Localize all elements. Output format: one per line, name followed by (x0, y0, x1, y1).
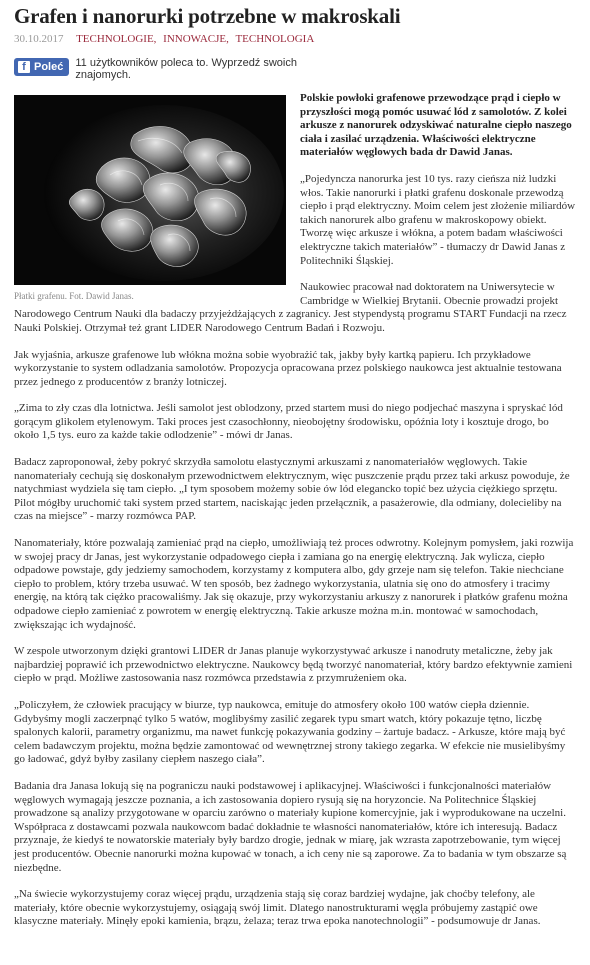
facebook-icon: f (18, 61, 30, 73)
article-lead: Polskie powłoki grafenowe przewodzące prąd i ciepło w przyszłości mogą pomóc usuwać lód z samolotów. Z kolei arkusze z nanorurek odzyskiwać naturalne ciepło naszego ciała i zasilać urządzenia. Właściwości elektryczne materiałów węglowych bada dr Dawid Janas. (300, 92, 572, 159)
tag-link-technologia[interactable]: TECHNOLOGIA (235, 33, 315, 45)
paragraph: W zespole utworzonym dzięki grantowi LIDER dr Janas planuje wykorzystywać arkusze i nanodruty metaliczne, żeby jak najbardziej poprawić ich przewodnictwo elektryczne. Naukowcy będą tworzyć nanomateriał, który bardzo efektywnie zamieni ciepło w prąd. Możliwe zastosowania nasz rozmówca przedstawia z przymrużeniem oka. (14, 645, 573, 685)
facebook-recommend-button[interactable] (14, 58, 69, 76)
page-title: Grafen i nanorurki potrzebne w makroskali (14, 4, 401, 28)
tag-link-technologie[interactable]: TECHNOLOGIE, (76, 33, 157, 45)
paragraph: Badania dra Janasa lokują się na pograniczu nauki podstawowej i aplikacyjnej. Właściwości i funkcjonalności materiałów węglowych wymagają jeszcze poznania, a ich zastosowania dopiero rysują się na horyzoncie. Na Politechnice Śląskiej prowadzone są analizy przygotowane w oparciu zarówno o materiały kupione komercyjnie, jak i wyprodukowane na uczelni. Współpraca z dostawcami pozwala naukowcom badać dokładnie te własności nanomateriałów, które ich interesują. Badacz przyznaje, że kiedyś te nowatorskie materiały były bardzo drogie, jednak w miarę, jak wzrasta zapotrzebowanie, tym więcej jest producentów. Obecnie nanorurki można kupować w tonach, a ich ceny nie są zaporowe. Za to badania w tym obszarze są niezbędne. (14, 779, 567, 874)
facebook-button-label: Poleć (34, 61, 64, 73)
paragraph: Badacz zaproponował, żeby pokryć skrzydła samolotu elastycznymi arkuszami z nanomateriałów węglowych. Takie nanomateriały cechują się doskonałym przewodnictwem elektrycznym, więc puszczenie prądu przez taki arkusz powoduje, że natychmiast wydziela się tam ciepło. „I tym sposobem możemy sobie ów lód elegancko topić bez użycia ciężkiego sprzętu. Pilot mógłby uruchomić taki system przed startem, naciskając jeden przełącznik, a pasażerowie, dla odmiany, dolecieliby na czas na miejsce” - marzy rozmówca PAP. (14, 456, 570, 523)
graphene-flakes-photo (14, 95, 286, 285)
paragraph: Naukowiec pracował nad doktoratem na Uniwersytecie w Cambridge w Wielkiej Brytanii. Obecnie prowadzi projekt Narodowego Centrum Nauki dla badaczy przyjeżdżających z zagranicy. Jest stypendystą programu START Fundacji na rzecz Nauki Polskiej. Otrzymał też grant LIDER Narodowego Centrum Badań i Rozwoju. (14, 281, 567, 334)
article-meta (14, 33, 576, 46)
paragraph: „Na świecie wykorzystujemy coraz więcej prądu, urządzenia stają się coraz bardziej wydajne, jak choćby telefony, ale materiały, które obecnie wykorzystujemy, osiągają swój limit. Dlatego nanostrukturami węgla próbujemy zastąpić owe klasyczne materiały. Minęły epoki kamienia, brązu, żelaza; teraz trwa epoka nanotechnologii” - podsumowuje dr Janas. (14, 888, 541, 928)
paragraph: Nanomateriały, które pozwalają zamieniać prąd na ciepło, umożliwiają też proces odwrotny. Kolejnym pomysłem, jaki rozwija w swojej pracy dr Janas, jest wykorzystanie odpadowego ciepła i zamiana go na energię elektryczną. Jak wylicza, ciepło odpadowe powstaje, gdy jedziemy samochodem, korzystamy z komputera albo, gdy grzeje nam się telefon. Takie niechciane ciepło to problem, który trzeba usuwać. W ten sposób, bez żadnego wykorzystania, ulatnia się ono do atmosfery i tracimy energię, na którą tak ciężko pracowaliśmy. Jak się okazuje, przy wykorzystaniu arkuszy z nanorurek i płatków grafenu można odpadowe ciepło zamieniać z powrotem w energię elektryczną. Takie arkusze można m.in. montować w samochodach, zwiększając ich wydajność. (14, 537, 574, 631)
publish-date: 30.10.2017 (14, 33, 64, 45)
facebook-social-text: 11 użytkowników poleca to. Wyprzedź swoich znajomych. (75, 57, 297, 81)
facebook-like-widget (14, 57, 576, 85)
photo-caption: Płatki grafenu. Fot. Dawid Janas. (14, 291, 134, 301)
paragraph: „Policzyłem, że człowiek pracujący w biurze, typ naukowca, emituje do atmosfery około 100 watów ciepła dziennie. Gdybyśmy mogli zaczerpnąć tylko 5 watów, moglibyśmy zasilić zegarek typu smart watch, który pokazuje tętno, liczbę spalonych kalorii, parametry organizmu, ma nawet funkcję pokazywania godziny – żartuje badacz. - Arkusze, które mają być celem badawczym projektu, można będzie zamontować od wewnętrznej strony takiego zegarka. W efekcie nie musielibyśmy go ładować, gdyż byłby zasilany ciepłem naszego ciała”. (14, 698, 566, 766)
paragraph: Jak wyjaśnia, arkusze grafenowe lub włókna można sobie wyobrażić tak, jakby były kartką papieru. Ich przykładowe wykorzystanie to system odladzania samolotów. Propozycja opracowana przez polskiego naukowca jest aktualnie testowana przez jednego z producentów z branży lotniczej. (14, 348, 562, 388)
paragraph: „Pojedyncza nanorurka jest 10 tys. razy cieńsza niż ludzki włos. Takie nanorurki i płatki grafenu doskonale przewodzą ciepło i prąd elektryczny. Moim celem jest złożenie miliardów takich nanorurek albo grafenu w makroskopowy obiekt. Tworzę więc arkusze i włókna, a potem badam właściwości elektryczne takich materiałów” - tłumaczy dr Dawid Janas z Politechniki Śląskiej. (300, 172, 576, 267)
article-body (14, 92, 576, 929)
paragraph: „Zima to zły czas dla lotnictwa. Jeśli samolot jest oblodzony, przed startem musi do niego podjechać maszyna i spryskać lód gorącym glikolem etylenowym. Taki proces jest czasochłonny, nieobojętny środowisku, opóźnia loty i kosztuje drogo, bo około 1,5 tys. euro za każde takie odlodzenie” - mówi dr Janas. (14, 402, 563, 442)
tag-link-innowacje[interactable]: INNOWACJE, (163, 33, 229, 45)
article-figure (14, 95, 286, 302)
